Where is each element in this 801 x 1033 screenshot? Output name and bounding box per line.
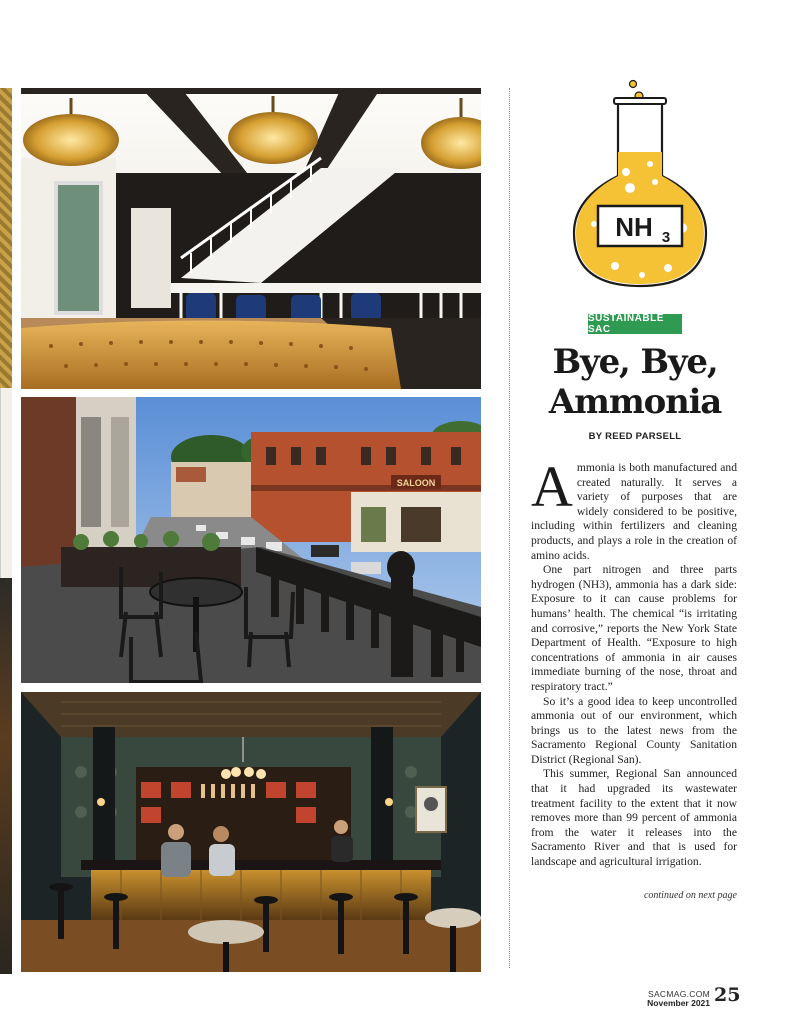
column-divider (509, 88, 510, 968)
flask-label-subscript: 3 (661, 229, 671, 246)
headline (528, 342, 742, 422)
ammonia-flask-illustration (570, 78, 710, 296)
paragraph-3: So it’s a good idea to keep uncontrolled ammonia out of our environment, which brings us to the latest news from the Sacramento Regional County Sanitation District (Regional San). (531, 694, 737, 766)
photo-saloon-bar (21, 692, 481, 972)
paragraph-4: This summer, Regional San announced that it had upgraded its wastewater treatment facility to the extent that it now removes more than 99 percent of ammonia from the water it releases into the Sacramento River and that is used for landscape and agricultural irrigation. (531, 767, 737, 869)
previous-page-edge (0, 88, 12, 974)
folio-date: November 2021 (647, 998, 710, 1008)
continued-note: continued on next page (643, 890, 737, 901)
headline-line-1: Bye, Bye, (552, 342, 718, 382)
headline-line-2: Ammonia (548, 382, 722, 422)
drop-cap: A (531, 454, 573, 519)
section-badge: SUSTAINABLE SAC (588, 314, 682, 334)
photo-hotel-lobby (21, 88, 481, 389)
photo-balcony-street (21, 397, 481, 683)
article-body (531, 454, 737, 870)
byline: BY REED PARSELL (588, 431, 682, 442)
saloon-sign: SALOON (396, 478, 436, 488)
folio-url: SACMAG.COM (647, 989, 710, 999)
page-number: 25 (714, 984, 741, 1006)
flask-label: NH (615, 212, 653, 242)
paragraph-1-text: mmonia is both manufactured and created naturally. It serves a variety of purposes that are widely considered to be positive, including within fertilizers and cleaning products, and plays a role in the creation of amino acids. (531, 461, 737, 562)
paragraph-1 (531, 454, 737, 563)
paragraph-2: One part nitrogen and three parts hydrogen (NH3), ammonia has a dark side: Exposure to it can cause problems for humans’ health. The chemical “is irritating and corrosive,” reports the New York State Department of Health. “Exposure to high concentrations of ammonia in air causes immediate burning of the nose, throat and respiratory tract.” (531, 563, 737, 693)
